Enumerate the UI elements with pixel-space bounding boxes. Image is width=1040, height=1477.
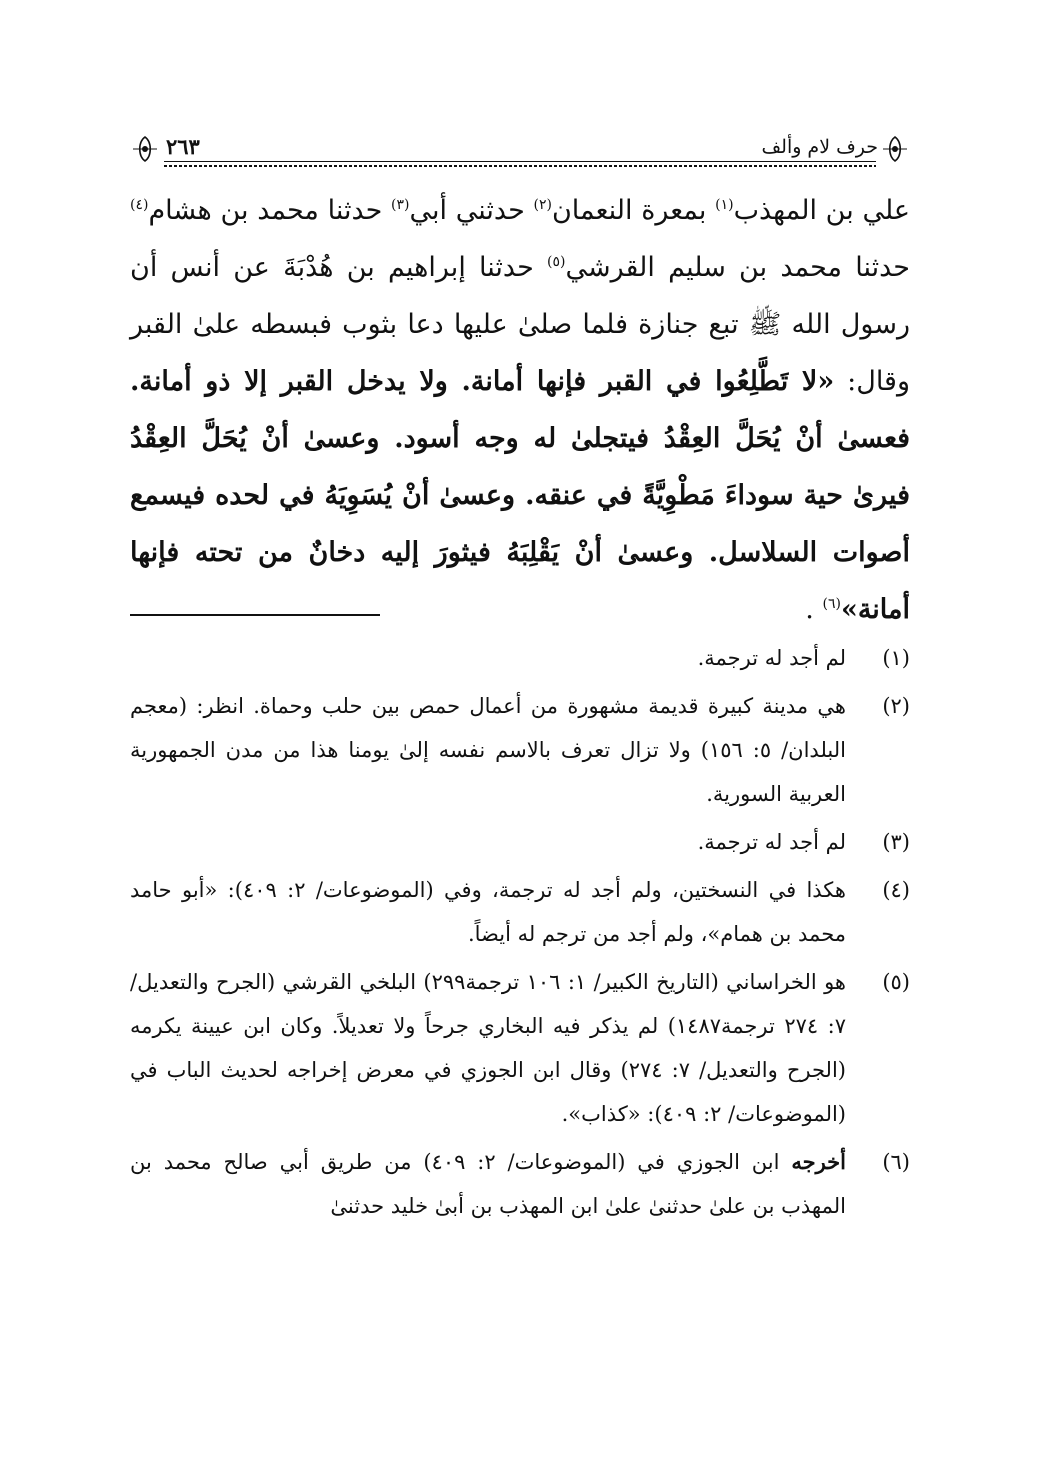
header-rule-decorative [164,165,876,167]
footnote-separator [130,614,380,616]
footnote [130,820,910,864]
header-rule [164,161,876,162]
text-span: حدثني أبي [409,195,534,226]
footnote-ref[interactable]: (٢) [533,197,552,213]
ornament-icon [880,134,910,164]
footnote-ref[interactable]: (٥) [547,254,566,270]
footnote-number: (٣) [882,830,910,854]
text-span: علي بن المهذب [733,195,910,226]
header-title: حرف لام وألف [761,136,878,158]
text-span: حدثنا محمد بن هشام [148,195,392,226]
footnote-text: لم أجد له ترجمة. [697,830,846,854]
footnotes [130,636,910,1232]
page-number: ٢٦٣ [166,134,200,159]
text-span: حدثنا إبراهيم بن هُدْبَةَ عن أنس أن رسول الله ﷺ تبع جنازة فلما صلىٰ عليها دعا بثوب فبسطه علىٰ القبر وقال: [130,252,911,397]
footnote-keyword: أخرجه [791,1149,846,1174]
footnote-text: هكذا في النسختين، ولم أجد له ترجمة، وفي (الموضوعات/ ٢: ٤٠٩): «أبو حامد محمد بن همام»، ولم أجد من ترجم له أيضاً. [130,878,846,946]
footnote [130,636,910,680]
footnote-ref[interactable]: (٤) [130,197,149,213]
footnote [130,1140,910,1228]
footnote-text: لم أجد له ترجمة. [697,646,846,670]
hadith-paragraph [130,182,910,638]
footnote [130,684,910,816]
footnote-number: (٥) [882,970,910,994]
footnote-number: (٢) [882,694,910,718]
ornament-icon [130,134,160,164]
running-header [130,134,910,174]
footnote-number: (١) [882,646,910,670]
footnote-number: (٤) [882,878,910,902]
footnote [130,960,910,1136]
footnote [130,868,910,956]
main-text [130,182,910,638]
footnote-text: ابن الجوزي في (الموضوعات/ ٢: ٤٠٩) من طريق أبي صالح محمد بن المهذب بن علىٰ حدثنىٰ علىٰ ابن المهذب بن أبىٰ خليد حدثنىٰ [130,1150,846,1218]
text-span: حدثنا محمد بن سليم القرشي [565,252,910,283]
text-span: . [805,594,823,625]
book-page [130,0,910,1477]
footnote-text: هو الخراساني (التاريخ الكبير/ ١: ١٠٦ ترجمة٢٩٩) البلخي القرشي (الجرح والتعديل/ ٧: ٢٧٤ ترجمة١٤٨٧) لم يذكر فيه البخاري جرحاً ولا تعديلاً. وكان ابن عيينة يكرمه (الجرح والتعديل/ ٧: ٢٧٤) وقال ابن الجوزي في معرض إخراجه لحديث الباب في (الموضوعات/ ٢: ٤٠٩): «كذاب». [130,970,846,1126]
hadith-quote: «لا تَطَّلِعُوا في القبر فإنها أمانة. ولا يدخل القبر إلا ذو أمانة. فعسىٰ أنْ يُحَلَّ العِقْدُ فيتجلىٰ له وجه أسود. وعسىٰ أنْ يُحَلَّ العِقْدُ فيرىٰ حية سوداءَ مَطْوِيَّةً في عنقه. وعسىٰ أنْ يُسَوِيَهُ في لحده فيسمع أصوات السلاسل. وعسىٰ أنْ يَقْلِبَهُ فيثورَ إليه دخانٌ من تحته فإنها أمانة» [130,366,910,625]
footnote-text: هي مدينة كبيرة قديمة مشهورة من أعمال حمص بين حلب وحماة. انظر: (معجم البلدان/ ٥: ١٥٦) ولا تزال تعرف بالاسم نفسه إلىٰ يومنا هذا من مدن الجمهورية العربية السورية. [130,694,846,806]
footnote-ref[interactable]: (١) [715,197,734,213]
footnote-ref[interactable]: (٦) [822,596,841,612]
footnote-ref[interactable]: (٣) [391,197,410,213]
footnote-number: (٦) [882,1150,910,1174]
text-span: بمعرة النعمان [551,195,716,226]
